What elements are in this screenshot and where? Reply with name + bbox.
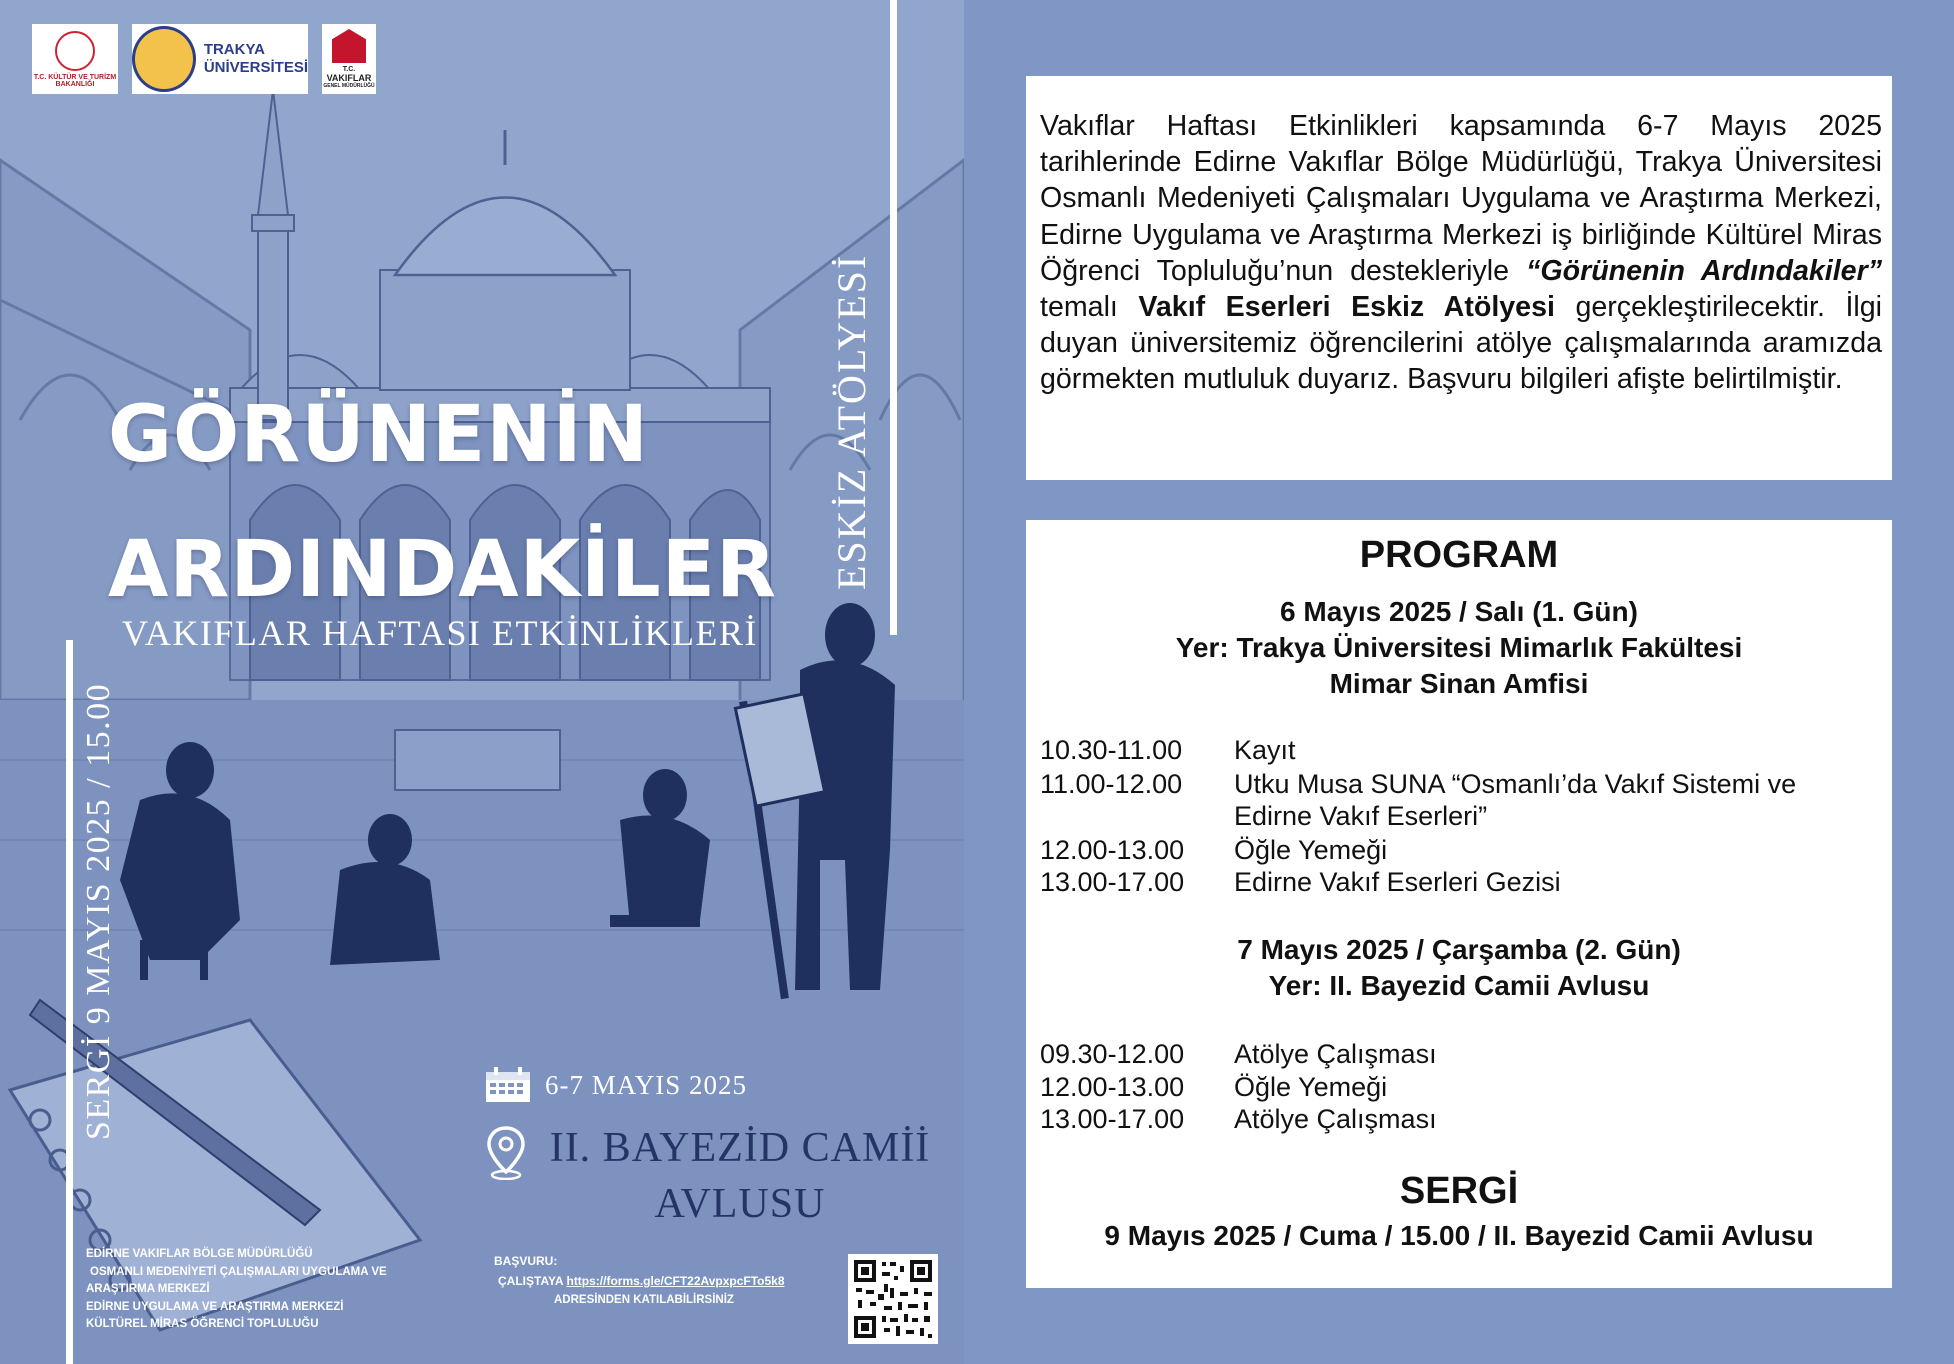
day2-heading: 7 Mayıs 2025 / Çarşamba (2. Gün) Yer: II. Bayezid Camii Avlusu	[1237, 934, 1681, 1001]
event-dates: 6-7 MAYIS 2025	[545, 1070, 748, 1100]
apply-line: ÇALIŞTAYA https://forms.gle/CFT22AvpxpcFTo5k8	[498, 1274, 785, 1288]
intro-panel	[1026, 76, 1892, 480]
exhibition-title: SERGİ	[1399, 1170, 1519, 1212]
qr-code[interactable]	[848, 1254, 938, 1344]
apply-link[interactable]: https://forms.gle/CFT22AvpxpcFTo5k8	[566, 1274, 785, 1288]
calendar-icon	[484, 1066, 532, 1104]
workshop-vertical-label: ESKİZ ATÖLYESİ	[829, 253, 874, 590]
university-seal-icon	[132, 26, 196, 92]
vertical-divider	[890, 0, 897, 635]
program-panel: PROGRAM 6 Mayıs 2025 / Salı (1. Gün) Yer: Trakya Üniversitesi Mimarlık Fakültesi Mimar Sinan Amfisi 10.30-11.00 Kayıt 11.00-12.00 Utku Musa SUNA “Osmanlı’da Vakıf Sistemi ve Edirne Vakıf Eserleri” 12.00-13.00 Öğle Yemeği 13.00-17.00 Edirne Vakıf Eserleri Gezisi 7 Mayıs 2025 / Çarşamba (2. Gün) Yer: II. Bayezid Camii Avlusu 09.30-12.00 Atölye Çalışması 12.00-13.00 Öğle Yemeği 13.00-17.00 Atölye Çalışması SERGİ 9 Mayıs 2025 / Cuma / 15.00 / II. Bayezid Camii Avlusu	[1026, 520, 1892, 1288]
location-pin-icon	[484, 1124, 528, 1180]
vertical-divider	[66, 640, 73, 1364]
event-poster	[0, 0, 964, 1364]
program-title: PROGRAM	[1359, 534, 1559, 576]
poster-title: ARDINDAKİLER	[108, 525, 778, 615]
ministry-emblem-icon	[55, 31, 95, 71]
exhibition-vertical-label: SERGİ 9 MAYIS 2025 / 15.00	[80, 682, 117, 1140]
partner-logos	[32, 24, 376, 94]
poster-subtitle: VAKIFLAR HAFTASI ETKİNLİKLERİ	[122, 613, 758, 653]
ministry-logo: T.C. KÜLTÜR VE TURİZM BAKANLIĞI	[32, 24, 118, 94]
organizers-list: EDİRNE VAKIFLAR BÖLGE MÜDÜRLÜĞÜ OSMANLI MEDENİYETİ ÇALIŞMALARI UYGULAMA VE ARAŞTIRMA MERKEZİ EDİRNE UYGULAMA VE ARAŞTIRMA MERKEZİ KÜLTÜREL MİRAS ÖĞRENCİ TOPLULUĞU	[86, 1248, 387, 1330]
apply-label: BAŞVURU:	[494, 1254, 558, 1268]
trakya-university-logo: TRAKYA ÜNİVERSİTESİ	[132, 24, 308, 94]
apply-suffix: ADRESİNDEN KATILABİLİRSİNİZ	[554, 1294, 734, 1306]
vakiflar-emblem-icon	[332, 29, 366, 63]
day1-heading: 6 Mayıs 2025 / Salı (1. Gün) Yer: Trakya Üniversitesi Mimarlık Fakültesi Mimar Sinan Amfisi	[1175, 596, 1743, 699]
poster-title: GÖRÜNENİN	[108, 390, 649, 480]
vakiflar-logo: T.C. VAKIFLAR GENEL MÜDÜRLÜĞÜ	[322, 24, 376, 94]
intro-paragraph: Vakıflar Haftası Etkinlikleri kapsamında 6-7 Mayıs 2025 tarihlerinde Edirne Vakıflar Bölge Müdürlüğü, Trakya Üniversitesi Osmanlı Medeniyeti Çalışmaları Uygulama ve Araştırma Merkezi, Edirne Uygulama ve Araştırma Merkezi iş birliğinde Kültürel Miras Öğrenci Topluluğu’nun destekleriyle “Görünenin Ardındakiler” temalı Vakıf Eserleri Eskiz Atölyesi gerçekleştirilecektir. İlgi duyan üniversitemiz öğrencilerini atölye çalışmalarında aramızda görmekten mutluluk duyarız. Başvuru bilgileri afişte belirtilmiştir.	[1040, 110, 1882, 396]
event-venue: II. BAYEZİD CAMİİ AVLUSU	[549, 1125, 931, 1227]
exhibition-detail: 9 Mayıs 2025 / Cuma / 15.00 / II. Bayezid Camii Avlusu	[1104, 1220, 1814, 1251]
